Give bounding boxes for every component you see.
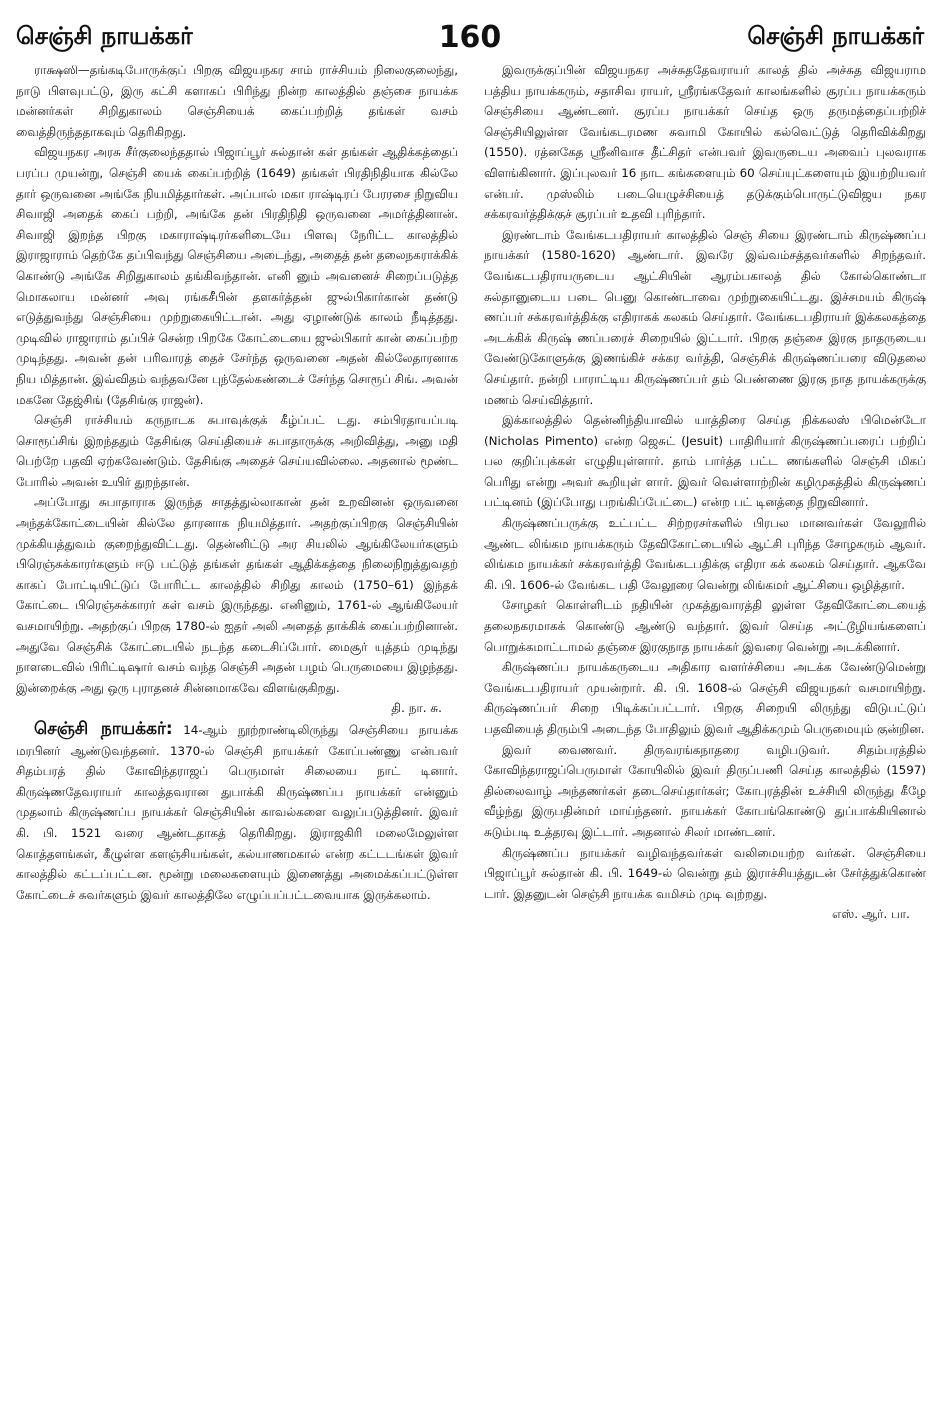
paragraph: கிருஷ்ணப்ப நாயக்கருடைய அதிகார வளர்ச்சியை அடக்க வேண்டுமென்று வேங்கடபதிராயர் முயன்றார். கி. பி. 1608-ல் செஞ்சி விஜயநகர் வசமாயிற்று. கிருஷ்ணப்பர் சிறை பிடிக்கப்பட்டார். பிறகு சிறையி லிருந்து விடுபட்டுப் பதவியைத் திரும்பி அடைந்த போதிலும் இவர் ஆதிக்கமும் பெருமையும் குன்றின. (484, 660, 926, 736)
paragraph: இரண்டாம் வேங்கடபதிராயர் காலத்தில் செஞ் சியை இரண்டாம் கிருஷ்ணப்ப நாயக்கர் (1580-1620) ஆண்டார். இவரே இவ்வம்சத்தவர்களில் சிறந்தவர். வேங்கடபதிராயருடைய ஆட்சியின் ஆரம்பகாலத் தில் கோல்கொண்டா சுல்தானுடைய படை பெனு கொண்டாவை முற்றுகையிட்டது. இச்சமயம் கிருஷ் ணப்பர் சக்கரவர்த்திக்கு எதிராகக் கலகம் செய்தார். வேங்கடபதிராயர் இக்கலகத்தை அடக்கிக் கிருஷ் ணப்பரைச் சிறையில் இட்டார். பிறகு தஞ்சை இரகு நாதருடைய வேண்டுகோளுக்கு இணங்கிச் சக்கர வர்த்தி, செஞ்சிக் கிருஷ்ணப்பரை விடுதலை செய்தார். நன்றி பாராட்டிய கிருஷ்ணப்பர் தம் பெண்ணை இரகு நாத நாயக்கருக்கு மணம் செய்வித்தார். (484, 227, 926, 407)
page-header (16, 22, 924, 62)
page-number: 160 (438, 20, 502, 55)
paragraph: விஜயநகர அரசு சீர்குலைந்ததால் பிஜாப்பூர் சுல்தான் கள் தங்கள் ஆதிக்கத்தைப் பரப்ப முயன்று, செஞ்சி யைக் கைப்பற்றித் (1649) தங்கள் பிரதிநிதியாக கில்லே தார் ஒருவனை அங்கே நியமித்தார்கள். அப்பால் மகா ராஷ்டிரப் பேரரசை நிறுவிய சிவாஜி அதைக் கைப் பற்றி, அங்கே தன் பிரதிநிதி ஒருவனை அமர்த்தினான். சிவாஜி இறந்த பிறகு மகாராஷ்டிரர்களிடையே பிளவு நேரிட்ட காலத்தில் இராஜாராம் தெற்கே தப்பிவந்து செஞ்சியை அடைந்து, அதைத் தன் தலைநகராக்கிக் கொண்டு அங்கே சிறிதுகாலம் தங்கிவந்தான். எனி னும் அவனைச் சிறைப்படுத்த மொகலாய மன்னர் அவு ரங்கசீபின் தளகர்த்தன் ஜுல்பிகார்கான் தண்டு எடுத்துவந்து செஞ்சியை முற்றுகையிட்டான். அது ஏழாண்டுக் காலம் நீடித்தது. முடிவில் ராஜாராம் தப்பிச் சென்ற பிறகே கோட்டையை ஜுல்பிகார் கான் கைப்பற்ற முடிந்தது. அவன் தன் பரிவாரத் தைச் சேர்ந்த ஒருவனை அதன் கில்லேதாரனாக நிய மித்தான். இவ்விதம் வந்தவனே புந்தேல்கண்டைச் சேர்ந்த சொரூப் சிங். அவன் மகனே தேஜ்சிங் (தேசிங்கு ராஜன்). (16, 145, 458, 407)
left-column (16, 60, 458, 1390)
paragraph: கிருஷ்ணப்ப நாயக்கர் வழிவந்தவர்கள் வலிமையற்ற வர்கள். செஞ்சியை பிஜாப்பூர் சுல்தான் கி. பி. 1649-ல் வென்று தம் இராச்சியத்துடன் சேர்த்துக்கொண் டார். இதனுடன் செஞ்சி நாயக்க வமிசம் முடி வுற்றது. (484, 845, 926, 901)
running-head-right: செஞ்சி நாயக்கர் (747, 22, 924, 50)
paragraph: சோழகர் கொள்ளிடம் நதியின் முகத்துவாரத்தி லுள்ள தேவிகோட்டையைத் தலைநகரமாகக் கொண்டு ஆண்டு வந்தார். இவர் செய்த அட்டூழியங்களைப் பொறுக்கமாட்டாமல் தஞ்சை இரகுநாத நாயக்கர் இவரை வென்று அடக்கினார். (484, 598, 926, 654)
paragraph: இவர் வைணவர். திருவரங்கநாதரை வழிபடுவர். சிதம்பரத்தில் கோவிந்தராஜப்பெருமாள் கோயிலில் இவர் திருப்பணி செய்த காலத்தில் (1597) தில்லைவாழ் அந்தணர்கள் தடைசெய்தார்கள்; கோபுரத்தின் உச்சியி லிருந்து கீழே வீழ்ந்து இருபதின்மர் மாய்ந்தனர். நாயக்கர் கோபங்கொண்டு துப்பாக்கியினால் சுடும்படி உத்தரவு இட்டார். அதனால் சிலர் மாண்டனர். (484, 742, 926, 839)
paragraph: இவருக்குப்பின் விஜயநகர அச்சுததேவராயர் காலத் தில் அச்சுத விஜயராம பத்திய நாயக்கரும், சதாசிவ ராயர், ஸ்ரீரங்கதேவர் காலங்களில் சூரப்ப நாயக்கரும் செஞ்சியை ஆண்டனர். சூரப்ப நாயக்கர் செய்த ஒரு தருமத்தைப்பற்றிச் செஞ்சியிலுள்ள வேங்கடரமண சுவாமி கோயில் கல்வெட்டுத் தெரிவிக்கிறது (1550). ரத்னகேத ஸ்ரீனிவாச தீட்சிதர் என்பவர் இவருடைய அவைப் புலவராக விளங்கினார். இப்புலவர் 16 நாட கங்களையும் 60 செய்யுட்களையும் இயற்றியவர் என்பர். முஸ்லிம் படையெழுச்சியைத் தடுக்கும்பொருட்டுவிஜய நகர சக்கரவர்த்திக்குச் சூரப்பர் உதவி புரிந்தார். (484, 63, 926, 222)
author-signature: எஸ். ஆர். பா. (832, 907, 910, 922)
author-signature: தி. நா. சு. (391, 701, 442, 716)
right-column (484, 60, 926, 1390)
paragraph: கிருஷ்ணப்பருக்கு உட்பட்ட சிற்றரசர்களில் பிரபல மானவர்கள் வேலூரில் ஆண்ட லிங்கம நாயக்கரும் தேவிகோட்டையில் ஆட்சி புரிந்த சோழகரும் ஆவர். லிங்கம நாயக்கர் சக்கரவர்த்தி வேங்கடபதிக்கு எதிரா கக் கலகம் செய்தார். ஆகவே கி. பி. 1606-ல் வேங்கட பதி வேலூரை வென்று லிங்கமர் ஆட்சியை ஒழித்தார். (484, 516, 926, 592)
running-head-left: செஞ்சி நாயக்கர் (16, 22, 193, 50)
entry-heading: செஞ்சி நாயக்கர்: (34, 719, 173, 739)
entry-paragraph (16, 719, 458, 905)
paragraph: செஞ்சி ராச்சியம் கருநாடக சுபாவுக்குக் கீழ்ப்பட் டது. சம்பிரதாயப்படி சொரூப்சிங் இறந்ததும் தேசிங்கு செய்தியைச் சுபாதாருக்கு அறிவித்து, அனு மதி பெற்றே பதவி ஏற்கவேண்டும். தேசிங்கு அதைச் செய்யவில்லை. அதனால் மூண்ட போரில் அவன் உயிர் துறந்தான். (16, 413, 458, 489)
paragraph: ராக்ஷஸி—தங்கடிபோருக்குப் பிறகு விஜயநகர சாம் ராச்சியம் நிலைகுலைந்து, நாடு பிளவுபட்டு, இரு கட்சி களாகப் பிரிந்து நின்ற காலத்தில் தஞ்சை நாயக்க மன்னர்கள் சிறிதுகாலம் செஞ்சியைக் கைப்பற்றித் தங்கள் வசம் வைத்திருந்ததாகவும் தெரிகிறது. (16, 63, 458, 139)
entry-text: 14-ஆம் நூற்றாண்டிலிருந்து செஞ்சியை நாயக்க மரபினர் ஆண்டுவந்தனர். 1370-ல் செஞ்சி நாயக்கர் கோப்பண்ணு என்பவர் சிதம்பரத் தில் கோவிந்தராஜப் பெருமாள் சிலையை நாட் டினார். கிருஷ்ணதேவராயர் காலத்தவரான துபாக்கி கிருஷ்ணப்ப நாயக்கர் என்னும் முதலாம் கிருஷ்ணப்ப நாயக்கர் செஞ்சியின் காவல்களை வலுப்படுத்தினர். இவர் கி. பி. 1521 வரை ஆண்டதாகத் தெரிகிறது. இராஜகிரி மலைமேலுள்ள கொத்தளங்கள், கீழுள்ள களஞ்சியங்கள், கல்யாணமகால் என்ற கட்டடங்கள் இவர் காலத்தில் கட்டப்பட்டன. மூன்று மலைகளையும் இணைத்து அமைக்கப்பட்டுள்ள கோட்டைச் சுவர்களும் இவர் காலத்திலே எழுப்பப்பட்டவையாக இருக்கலாம். (16, 723, 458, 902)
paragraph: அப்போது சுபாதாராக இருந்த சாதத்துல்லாகான் தன் உறவினன் ஒருவனை அந்தக்கோட்டையின் கில்லே தாரனாக நியமித்தார். அதற்குப்பிறகு செஞ்சியின் முக்கியத்துவம் குறைந்துவிட்டது. தென்னிட்டு அர சியலில் ஆங்கிலேயர்களும் பிரெஞ்சுக்காரர்களும் ஈடு பட்டுத் தங்கள் தங்கள் ஆதிக்கத்தை நிலைநிறுத்துவதற் காகப் போட்டியிட்டுப் போரிட்ட காலத்தில் சிறிது காலம் (1750–61) இந்தக் கோட்டை பிரெஞ்சுக்காரர் கள் வசம் இருந்தது. எனினும், 1761-ல் ஆங்கிலேயர் வசமாயிற்று. அதற்குப் பிறகு 1780-ல் ஐதர் அலி அதைத் தாக்கிக் கைப்பற்றினான். அதுவே செஞ்சிக் கோட்டையில் நடந்த கடைசிப்போர். மைசூர் யுத்தம் முடிந்து நாளடைவில் பிரிட்டிஷார் வசம் வந்த செஞ்சி அதன் பழம் பெருமையை இழந்தது. இன்றைக்கு அது ஒரு புராதனச் சின்னமாகவே விளங்குகிறது. (16, 495, 458, 695)
paragraph: இக்காலத்தில் தென்னிந்தியாவில் யாத்திரை செய்த நிக்கலஸ் பிமென்டோ (Nicholas Pimento) என்ற ஜெசுட் (Jesuit) பாதிரியார் கிருஷ்ணப்பரைப் பற்றிப் பல குறிப்புக்கள் எழுதியுள்ளார். தாம் பார்த்த பட்ட ணங்களில் செஞ்சி மிகப் பெரிது என்று அவர் கூறியுள் ளார். இவர் வெள்ளாற்றின் கழிமுகத்தில் கிருஷ்ணப் பட்டினம் (இப்போது பறங்கிப்பேட்டை) என்ற பட் டினத்தை நிறுவினார். (484, 413, 926, 510)
